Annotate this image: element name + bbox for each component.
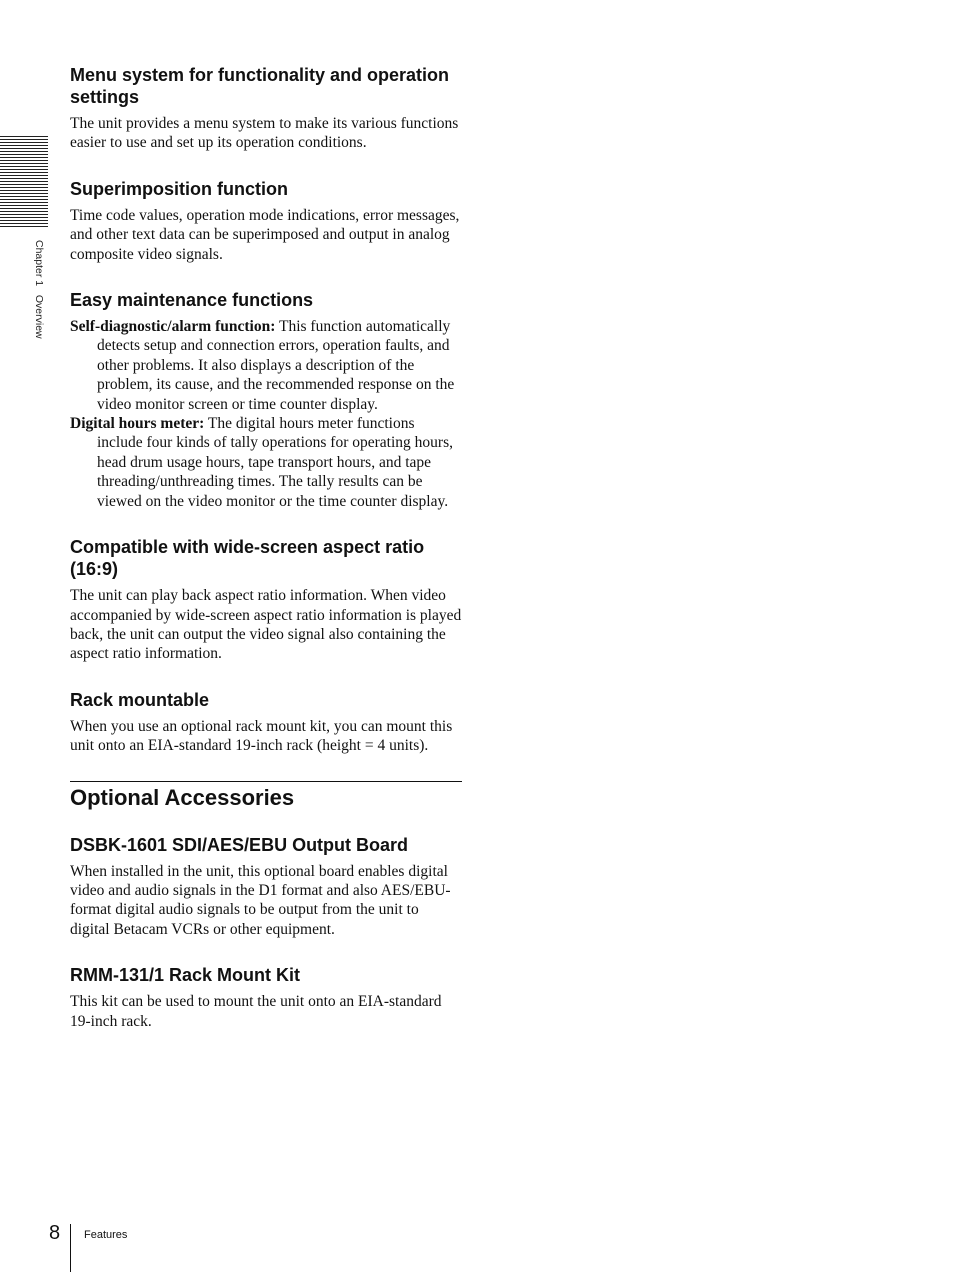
- heading-rack: Rack mountable: [70, 689, 210, 710]
- definition-self-diagnostic: [70, 317, 462, 414]
- text-self-diagnostic: This function automatically detects setup and connection errors, operation faults, and other problems. It also displays a description of the problem, its cause, and the recommended response on the video monitor screen or time counter display.: [97, 318, 455, 413]
- body-menu-system: The unit provides a menu system to make its various functions easier to use and set up its operation conditions.: [70, 115, 459, 152]
- body-superimposition: Time code values, operation mode indications, error messages, and other text data can be superimposed and output in analog composite video signals.: [70, 206, 460, 263]
- heading-rmm: RMM-131/1 Rack Mount Kit: [70, 965, 301, 986]
- chapter-side-label: Chapter 1 Overview: [33, 240, 45, 339]
- body-rack: When you use an optional rack mount kit, you can mount this unit onto an EIA-standard 19-inch rack (height = 4 units).: [70, 717, 453, 755]
- heading-widescreen: Compatible with wide-screen aspect ratio (16:9): [70, 537, 425, 580]
- footer-divider: [70, 1224, 71, 1272]
- page-number: 8: [49, 1222, 61, 1244]
- main-column: [70, 64, 462, 1056]
- heading-dsbk: DSBK-1601 SDI/AES/EBU Output Board: [70, 834, 409, 855]
- text-hours-meter: The digital hours meter functions include four kinds of tally operations for operating hours, head drum usage hours, tape transport hours, and tape threading/unthreading times. The tally results can be viewed on the video monitor or the time counter display.: [97, 415, 453, 510]
- chapter-tab-marks: [0, 136, 48, 229]
- heading-optional-accessories: Optional Accessories: [70, 784, 295, 810]
- definition-hours-meter: [70, 414, 462, 511]
- heading-menu-system: Menu system for functionality and operation settings: [70, 65, 450, 107]
- body-widescreen: The unit can play back aspect ratio information. When video accompanied by wide-screen aspect ratio information is played back, the unit can output the video signal also containing the aspect ratio information.: [70, 587, 462, 663]
- heading-superimposition: Superimposition function: [70, 178, 288, 199]
- section-divider: [70, 781, 462, 782]
- body-dsbk: When installed in the unit, this optional board enables digital video and audio signals in the D1 format and also AES/EBU-format digital audio signals to be output from the unit to digital Betacam VCRs or other equipment.: [70, 862, 451, 938]
- footer-label: Features: [84, 1229, 128, 1241]
- heading-maintenance: Easy maintenance functions: [70, 290, 314, 311]
- term-hours-meter: Digital hours meter:: [70, 415, 205, 433]
- term-self-diagnostic: Self-diagnostic/alarm function:: [70, 318, 276, 336]
- body-rmm: This kit can be used to mount the unit onto an EIA-standard 19-inch rack.: [70, 993, 442, 1030]
